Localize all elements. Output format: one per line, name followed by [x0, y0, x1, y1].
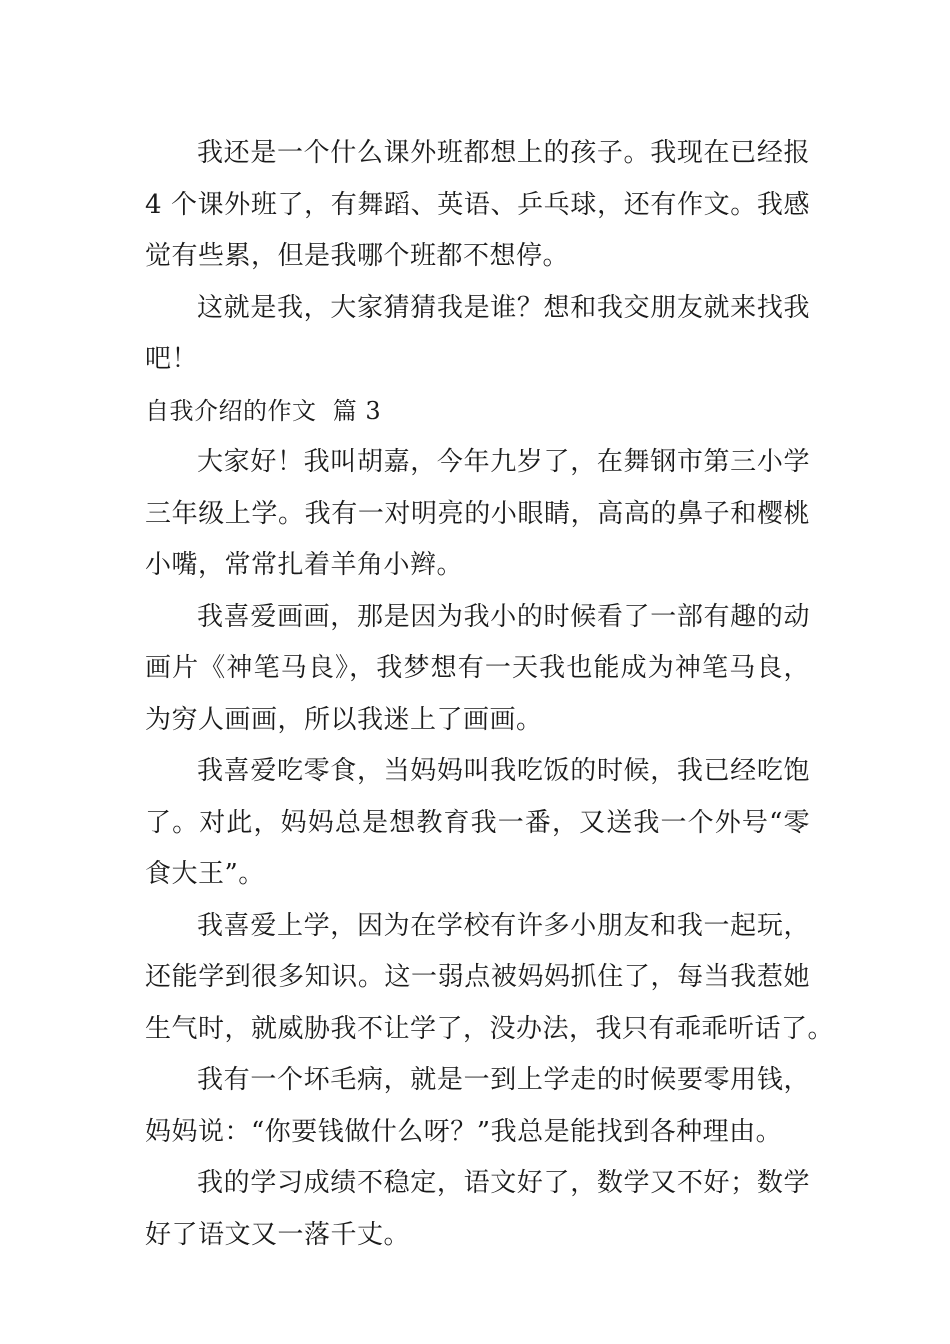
- paragraph: [145, 746, 810, 901]
- text-line: 了。对此，妈妈总是想教育我一番，又送我一个外号“零: [145, 807, 810, 838]
- text-line: 吧！: [145, 344, 199, 374]
- paragraph: [145, 437, 810, 592]
- text-line: 4 个课外班了，有舞蹈、英语、乒乓球，还有作文。我感: [145, 189, 810, 220]
- text-line: 为穷人画画，所以我迷上了画画。: [145, 704, 543, 735]
- text-line: 三年级上学。我有一对明亮的小眼睛，高高的鼻子和樱桃: [145, 498, 810, 529]
- text-line: 还能学到很多知识。这一弱点被妈妈抓住了，每当我惹她: [145, 962, 810, 992]
- text-line: 我还是一个什么课外班都想上的孩子。我现在已经报: [197, 138, 810, 168]
- paragraph: [145, 128, 810, 283]
- text-line: 小嘴，常常扎着羊角小辫。: [145, 550, 464, 580]
- text-line: 我喜爱吃零食，当妈妈叫我吃饭的时候，我已经吃饱: [197, 756, 810, 786]
- paragraph: [145, 592, 810, 747]
- text-line: 好了语文又一落千丈。: [145, 1219, 411, 1250]
- text-line: 食大王”。: [145, 859, 265, 889]
- text-line: 生气时，就威胁我不让学了，没办法，我只有乖乖听话了。: [145, 1013, 835, 1044]
- text-line: 这就是我，大家猜猜我是谁？想和我交朋友就来找我: [197, 292, 810, 323]
- document-body: [145, 128, 835, 1261]
- paragraph: [145, 901, 835, 1056]
- text-line: 我喜爱画画，那是因为我小的时候看了一部有趣的动: [197, 601, 810, 632]
- paragraph: [145, 1158, 810, 1261]
- text-line: 大家好！我叫胡嘉，今年九岁了，在舞钢市第三小学: [197, 447, 810, 477]
- paragraph: [145, 1055, 810, 1158]
- text-line: 我喜爱上学，因为在学校有许多小朋友和我一起玩，: [197, 910, 810, 941]
- heading-text: 自我介绍的作文 篇 3: [145, 396, 382, 425]
- text-line: 我有一个坏毛病，就是一到上学走的时候要零用钱，: [197, 1065, 810, 1095]
- section-heading: [145, 386, 810, 438]
- paragraph: [145, 283, 810, 386]
- text-line: 妈妈说：“你要钱做什么呀？”我总是能找到各种理由。: [145, 1116, 783, 1147]
- text-line: 画片《神笔马良》，我梦想有一天我也能成为神笔马良，: [145, 653, 810, 683]
- text-line: 觉有些累，但是我哪个班都不想停。: [145, 241, 570, 271]
- text-line: 我的学习成绩不稳定，语文好了，数学又不好；数学: [197, 1168, 810, 1198]
